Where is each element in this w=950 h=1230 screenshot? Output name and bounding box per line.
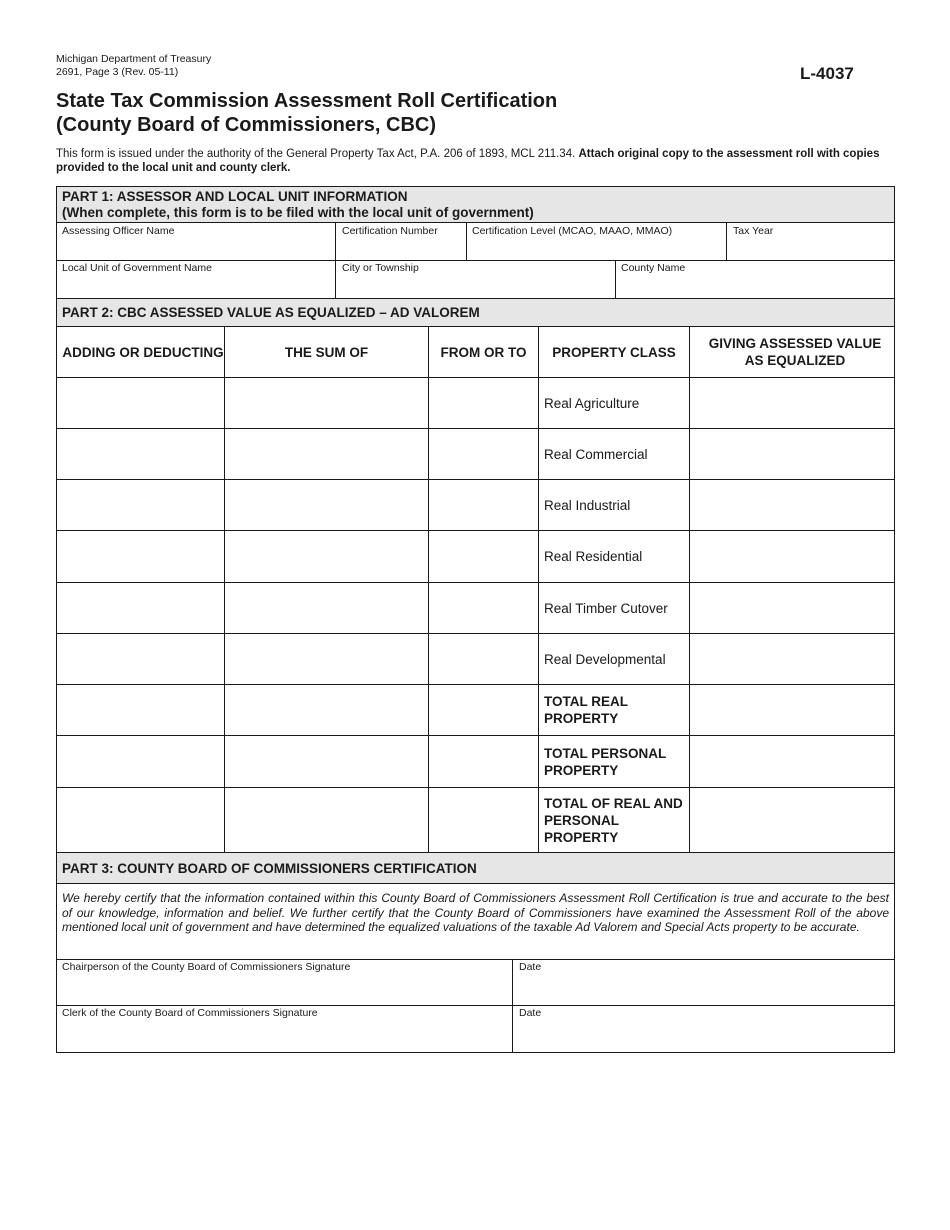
assessed-value-cell[interactable] [690,736,894,787]
intro-instruction: Attach original copy to the assessment roll with copies provided to the local unit and county clerk. [56,148,880,174]
from-or-to-cell[interactable] [429,583,538,633]
adding-or-deducting-cell[interactable] [57,736,224,787]
assessed-value-cell[interactable] [690,378,894,428]
form-revision: 2691, Page 3 (Rev. 05-11) [56,66,179,78]
part1-heading-line2: (When complete, this form is to be filed with the local unit of government) [62,205,534,220]
assessing-officer-name-field[interactable]: Assessing Officer Name [62,225,175,237]
assessed-value-cell[interactable] [690,531,894,582]
divider [726,222,727,260]
adding-or-deducting-cell[interactable] [57,583,224,633]
part2-heading: PART 2: CBC ASSESSED VALUE AS EQUALIZED – AD VALOREM [62,305,480,320]
from-or-to-cell[interactable] [429,788,538,852]
from-or-to-cell[interactable] [429,634,538,685]
assessed-value-cell[interactable] [690,429,894,480]
department-name: Michigan Department of Treasury [56,53,212,65]
form-number: L-4037 [800,64,854,83]
title-line-1: State Tax Commission Assessment Roll Certification [56,90,558,112]
divider [56,1005,895,1006]
adding-or-deducting-cell[interactable] [57,480,224,530]
adding-or-deducting-cell[interactable] [57,788,224,852]
divider [466,222,467,260]
adding-or-deducting-cell[interactable] [57,378,224,428]
sum-of-cell[interactable] [225,531,428,582]
certification-statement: We hereby certify that the information contained within this County Board of Commissioners Assessment Roll Certification is true and accurate to the best of our knowledge, information and belief. We further certify that the County Board of Commissioners have examined the Assessment Roll of the above mentioned local unit of government and have determined the equalized valuations of the taxable Ad Valorem and Special Acts property to be accurate. [62,891,889,935]
col-adding-or-deducting: ADDING OR DEDUCTING [62,344,224,360]
col-property-class: PROPERTY CLASS [552,344,676,360]
county-name-field[interactable]: County Name [621,262,686,274]
assessed-value-cell[interactable] [690,634,894,685]
adding-or-deducting-cell[interactable] [57,531,224,582]
property-class-label: TOTAL OF REAL AND PERSONAL PROPERTY [544,795,683,845]
divider [335,260,336,298]
sum-of-cell[interactable] [225,429,428,480]
property-class-label: TOTAL PERSONAL PROPERTY [544,745,667,778]
from-or-to-cell[interactable] [429,685,538,735]
local-unit-name-field[interactable]: Local Unit of Government Name [62,262,212,274]
property-class-label: Real Agriculture [544,395,640,411]
from-or-to-cell[interactable] [429,429,538,480]
adding-or-deducting-cell[interactable] [57,685,224,735]
sum-of-cell[interactable] [225,634,428,685]
page-title [56,89,557,137]
divider [56,222,895,223]
assessed-value-cell[interactable] [690,480,894,530]
property-class-label: Real Commercial [544,447,648,462]
part1-heading [62,189,534,221]
from-or-to-cell[interactable] [429,531,538,582]
sum-of-cell[interactable] [225,378,428,428]
adding-or-deducting-cell[interactable] [57,634,224,685]
col-sum-of: THE SUM OF [284,344,369,360]
divider [335,222,336,260]
sum-of-cell[interactable] [225,583,428,633]
divider [538,326,539,853]
sum-of-cell[interactable] [225,788,428,852]
chairperson-date-field[interactable]: Date [519,961,542,973]
tax-year-field[interactable]: Tax Year [733,225,774,237]
from-or-to-cell[interactable] [429,736,538,787]
divider [56,883,895,884]
part1-heading-line1: PART 1: ASSESSOR AND LOCAL UNIT INFORMATION [62,189,408,204]
col-assessed-value: GIVING ASSESSED VALUE AS EQUALIZED [708,336,882,368]
intro-authority: This form is issued under the authority of the General Property Tax Act, P.A. 206 of 1893, MCL 211.34. [56,148,579,160]
property-class-label: Real Developmental [544,652,666,667]
certification-level-field[interactable]: Certification Level (MCAO, MAAO, MMAO) [472,225,673,237]
col-from-or-to: FROM OR TO [440,344,527,360]
part3-heading: PART 3: COUNTY BOARD OF COMMISSIONERS CERTIFICATION [62,861,477,876]
clerk-date-field[interactable]: Date [519,1007,542,1019]
title-line-2: (County Board of Commissioners, CBC) [56,114,437,136]
clerk-signature-field[interactable]: Clerk of the County Board of Commissioners Signature [62,1007,318,1019]
intro-text [56,147,896,175]
certification-number-field[interactable]: Certification Number [342,225,438,237]
divider [56,959,895,960]
sum-of-cell[interactable] [225,685,428,735]
sum-of-cell[interactable] [225,736,428,787]
property-class-label: Real Timber Cutover [544,600,668,616]
adding-or-deducting-cell[interactable] [57,429,224,480]
property-class-label: Real Industrial [544,497,631,513]
divider [56,260,895,261]
city-or-township-field[interactable]: City or Township [342,262,419,274]
assessed-value-cell[interactable] [690,788,894,852]
assessed-value-cell[interactable] [690,583,894,633]
chairperson-signature-field[interactable]: Chairperson of the County Board of Commissioners Signature [62,961,351,973]
from-or-to-cell[interactable] [429,480,538,530]
assessed-value-cell[interactable] [690,685,894,735]
from-or-to-cell[interactable] [429,378,538,428]
property-class-label: Real Residential [544,549,643,564]
divider [615,260,616,298]
property-class-label: TOTAL REAL PROPERTY [544,694,628,726]
sum-of-cell[interactable] [225,480,428,530]
